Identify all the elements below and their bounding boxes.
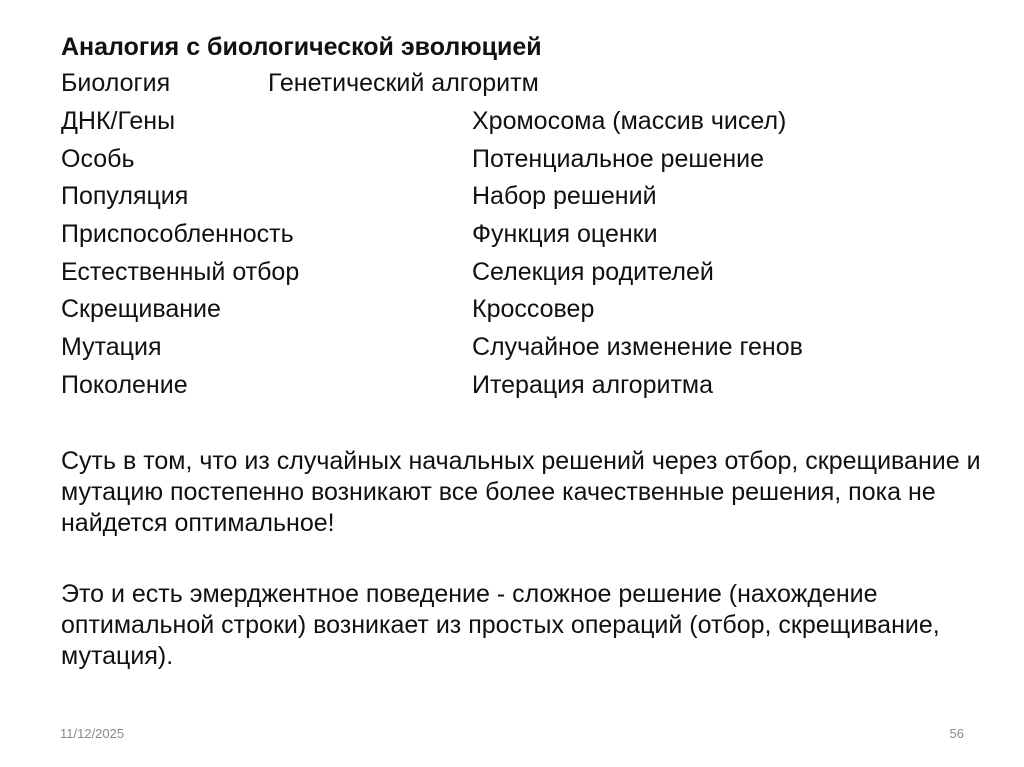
table-row	[61, 142, 961, 180]
table-row	[61, 255, 961, 293]
algorithm-term: Функция оценки	[472, 220, 658, 249]
algorithm-term: Случайное изменение генов	[472, 333, 803, 362]
biology-term: Поколение	[61, 370, 188, 399]
algorithm-term: Потенциальное решение	[472, 144, 765, 173]
table-row	[61, 179, 961, 217]
biology-term: ДНК/Гены	[61, 107, 176, 135]
table-row	[61, 217, 961, 255]
biology-term: Мутация	[61, 333, 162, 362]
table-row	[61, 330, 961, 368]
page-number: 56	[949, 726, 964, 741]
footer-date: 11/12/2025	[60, 726, 125, 741]
algorithm-term: Кроссовер	[472, 295, 595, 324]
biology-term: Особь	[61, 144, 135, 173]
emergence-paragraph: Это и есть эмерджентное поведение - сложное решение (нахождение оптимальной строки) возникает из простых операций (отбор, скрещивание, мутация).	[61, 580, 940, 670]
column-headers	[61, 66, 539, 100]
biology-term: Естественный отбор	[61, 257, 300, 286]
slide-title: Аналогия с биологической эволюцией	[61, 33, 542, 61]
algorithm-term: Набор решений	[472, 182, 657, 211]
biology-term: Скрещивание	[61, 295, 221, 324]
analogy-table	[61, 104, 961, 406]
table-row	[61, 292, 961, 330]
algorithm-term: Итерация алгоритма	[472, 370, 713, 399]
column-header-biology: Биология	[61, 69, 171, 97]
table-row	[61, 368, 961, 406]
biology-term: Приспособленность	[61, 220, 294, 249]
algorithm-term: Селекция родителей	[472, 257, 714, 286]
summary-paragraph: Суть в том, что из случайных начальных решений через отбор, скрещивание и мутацию постепенно возникают все более качественные решения, пока не найдется оптимальное!	[61, 447, 981, 537]
biology-term: Популяция	[61, 182, 189, 211]
column-header-algorithm: Генетический алгоритм	[268, 69, 539, 97]
table-row	[61, 104, 961, 142]
algorithm-term: Хромосома (массив чисел)	[472, 107, 787, 135]
